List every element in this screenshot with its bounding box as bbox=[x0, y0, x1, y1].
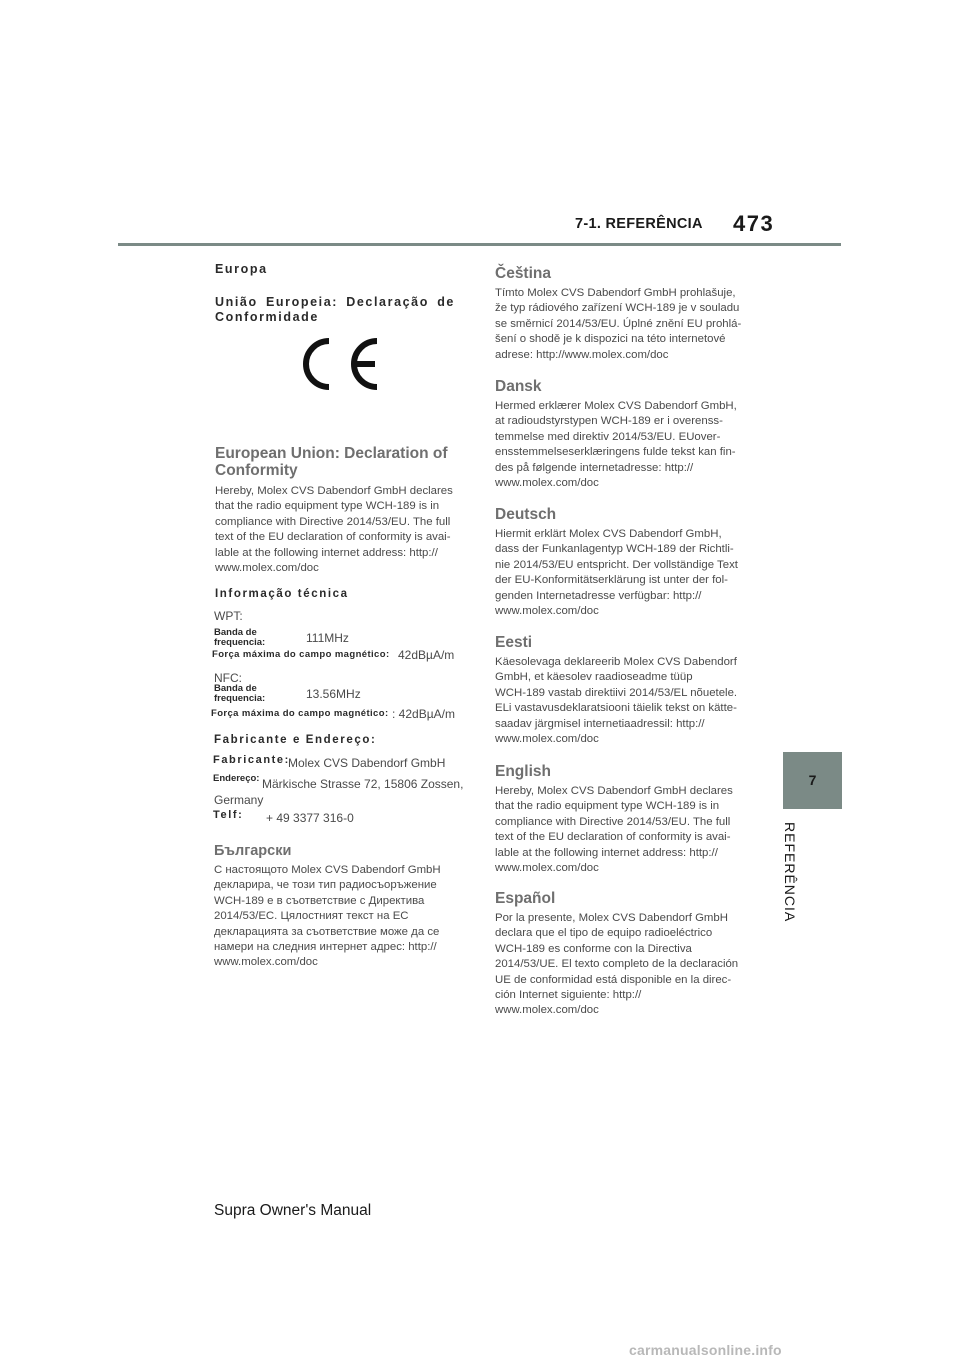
wpt-field-value: 42dBµA/m bbox=[398, 648, 455, 662]
manufacturer-value: Molex CVS Dabendorf GmbH bbox=[288, 756, 446, 770]
eu-heading-line2: Conformity bbox=[215, 462, 298, 479]
section-body-dansk: Hermed erklærer Molex CVS Dabendorf GmbH, at radioudstyrstypen WCH-189 er i overenss- temmelse med direktiv 2014/53/EU. EUover- ensstemmelseserklæringens fulde tekst kan fin- des på følgende internetadresse: http:// www.molex.com/doc bbox=[495, 400, 737, 490]
uniao-heading-line1: União Europeia: Declaração de bbox=[215, 295, 455, 309]
section-body-deutsch: Hiermit erklärt Molex CVS Dabendorf GmbH, dass der Funkanlagentyp WCH-189 der Richtli- nie 2014/53/EU entspricht. Der vollständige Text der EU-Konformitätserklärung ist unter der fol- genden Internetadresse verfügbar: http:// www.molex.com/doc bbox=[495, 528, 738, 618]
uniao-heading-line2: Conformidade bbox=[215, 310, 319, 324]
wpt-field-label: Força máxima do campo magnético: bbox=[212, 649, 390, 660]
wpt-label: WPT: bbox=[214, 609, 243, 623]
bulgarian-body: С настоящото Molex CVS Dabendorf GmbH декларира, че този тип радиосъоръжение WCH-189 е в съответствие с Директива 2014/53/ЕС. Цялостният текст на ЕС декларацията за съответствие може да се намери на следния интернет адрес: http:// www.molex.com/doc bbox=[214, 864, 441, 969]
nfc-label: NFC: bbox=[214, 671, 242, 685]
nfc-field-label: Força máxima do campo magnético: bbox=[211, 708, 389, 719]
ce-mark-icon bbox=[293, 335, 383, 393]
page-number: 473 bbox=[733, 211, 775, 236]
nfc-band-label: Banda de frequencia: bbox=[214, 683, 266, 704]
manufacturer-heading: Fabricante e Endereço: bbox=[214, 734, 377, 746]
section-heading-english: English bbox=[495, 763, 551, 780]
wpt-band-value: 111MHz bbox=[306, 631, 349, 645]
header-rule bbox=[118, 243, 841, 246]
section-body-espanol: Por la presente, Molex CVS Dabendorf GmbH declara que el tipo de equipo radioeléctrico WCH-189 es conforme con la Directiva 2014/53/UE. El texto completo de la declaración UE de conformidad está disponible en la direc- ción Internet siguiente: http:// www.molex.com/doc bbox=[495, 912, 739, 1017]
section-body-cestina: Tímto Molex CVS Dabendorf GmbH prohlašuje, že typ rádiového zařízení WCH-189 je v souladu se směrnicí 2014/53/EU. Úplné znění EU prohlá- šení o shodě je k dispozici na této internetové adrese: http://www.molex.com/doc bbox=[495, 287, 742, 361]
manual-title: Supra Owner's Manual bbox=[214, 1202, 372, 1219]
telephone-value: + 49 3377 316-0 bbox=[266, 811, 354, 825]
address-value-line2: Germany bbox=[214, 793, 264, 807]
bulgarian-heading: Български bbox=[214, 843, 292, 859]
address-value: Märkische Strasse 72, 15806 Zossen, bbox=[262, 777, 464, 791]
chapter-number: 7 bbox=[808, 772, 817, 788]
wpt-band-label: Banda de frequencia: bbox=[214, 627, 266, 648]
manufacturer-label: Fabricante: bbox=[213, 754, 290, 766]
address-label: Endereço: bbox=[213, 773, 260, 784]
eu-heading-line1: European Union: Declaration of bbox=[215, 445, 448, 462]
chapter-label: REFERÊNCIA bbox=[782, 822, 798, 923]
telephone-label: Telf: bbox=[213, 809, 244, 821]
section-body-eesti: Käesolevaga deklareerib Molex CVS Dabendorf GmbH, et käesolev raadioseadme tüüp WCH-189 vastab direktiivi 2014/53/EL nõuetele. ELi vastavusdeklaratsiooni täielik tekst on kätte- saadav järgmisel internetiaadressil: http:// www.molex.com/doc bbox=[495, 656, 738, 746]
section-heading-cestina: Čeština bbox=[495, 265, 551, 282]
section-title: 7-1. REFERÊNCIA bbox=[575, 216, 703, 232]
eu-declaration-body: Hereby, Molex CVS Dabendorf GmbH declares that the radio equipment type WCH-189 is in compliance with Directive 2014/53/EU. The full text of the EU declaration of conformity is avai- lable at the following internet address: http:// www.molex.com/doc bbox=[215, 485, 453, 575]
section-heading-deutsch: Deutsch bbox=[495, 506, 557, 523]
info-heading: Informação técnica bbox=[215, 588, 349, 600]
nfc-field-value: : 42dBµA/m bbox=[392, 707, 455, 721]
section-heading-dansk: Dansk bbox=[495, 378, 542, 395]
europa-heading: Europa bbox=[215, 262, 268, 276]
section-body-english: Hereby, Molex CVS Dabendorf GmbH declares that the radio equipment type WCH-189 is in compliance with Directive 2014/53/EU. The full text of the EU declaration of conformity is avai- lable at the following internet address: http:// www.molex.com/doc bbox=[495, 785, 733, 875]
watermark: carmanualsonline.info bbox=[629, 1342, 782, 1358]
nfc-band-value: 13.56MHz bbox=[306, 687, 361, 701]
section-heading-eesti: Eesti bbox=[495, 634, 533, 651]
section-heading-espanol: Español bbox=[495, 890, 556, 907]
